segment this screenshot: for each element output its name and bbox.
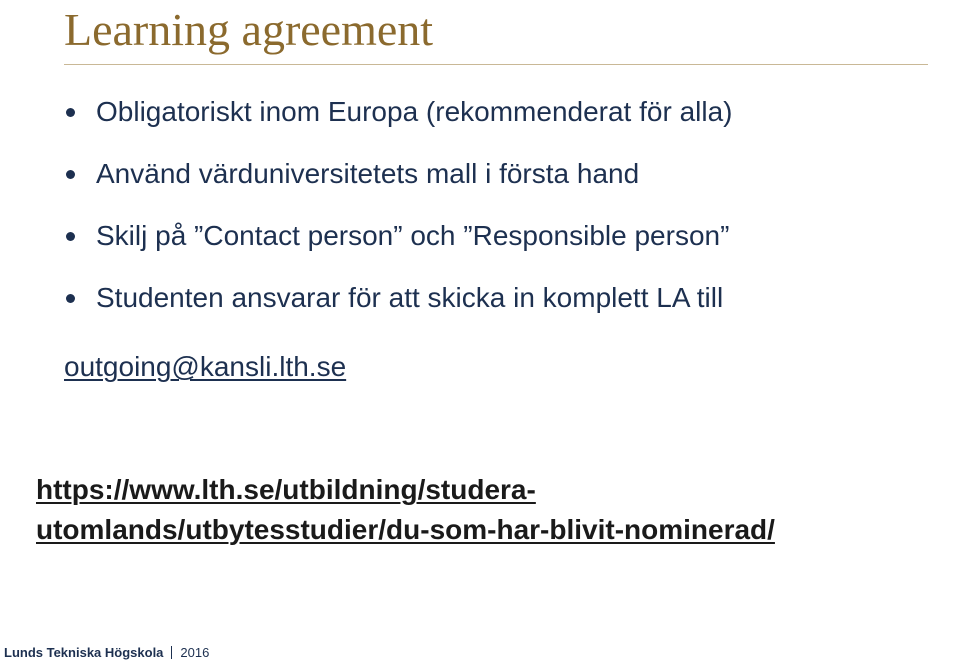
bullet-item: [64, 278, 944, 340]
url-line[interactable]: https://www.lth.se/utbildning/studera-: [36, 474, 536, 505]
title-divider: [64, 64, 928, 65]
bullet-dot-icon: [66, 232, 75, 241]
url-line[interactable]: utomlands/utbytesstudier/du-som-har-blivit-nominerad/: [36, 514, 775, 545]
bullet-dot-icon: [66, 108, 75, 117]
bullet-dot-icon: [66, 294, 75, 303]
bullet-text: Skilj på ”Contact person” och ”Responsible person”: [96, 220, 730, 251]
slide-title: Learning agreement: [64, 4, 434, 55]
bullet-item: [64, 92, 944, 154]
bullet-item: [64, 216, 944, 278]
bullet-dot-icon: [66, 170, 75, 179]
email-link[interactable]: outgoing@kansli.lth.se: [64, 351, 347, 382]
footer-separator: [171, 646, 172, 659]
url-link[interactable]: [36, 470, 956, 550]
bullet-text: Använd värduniversitetets mall i första hand: [96, 158, 640, 189]
footer-year: 2016: [180, 645, 210, 660]
footer: [4, 644, 209, 662]
bullet-list: [64, 92, 944, 340]
bullet-text: Studenten ansvarar för att skicka in komplett LA till: [96, 282, 724, 313]
footer-organization: Lunds Tekniska Högskola: [4, 645, 164, 660]
bullet-item: [64, 154, 944, 216]
bullet-text: Obligatoriskt inom Europa (rekommenderat för alla): [96, 96, 733, 127]
